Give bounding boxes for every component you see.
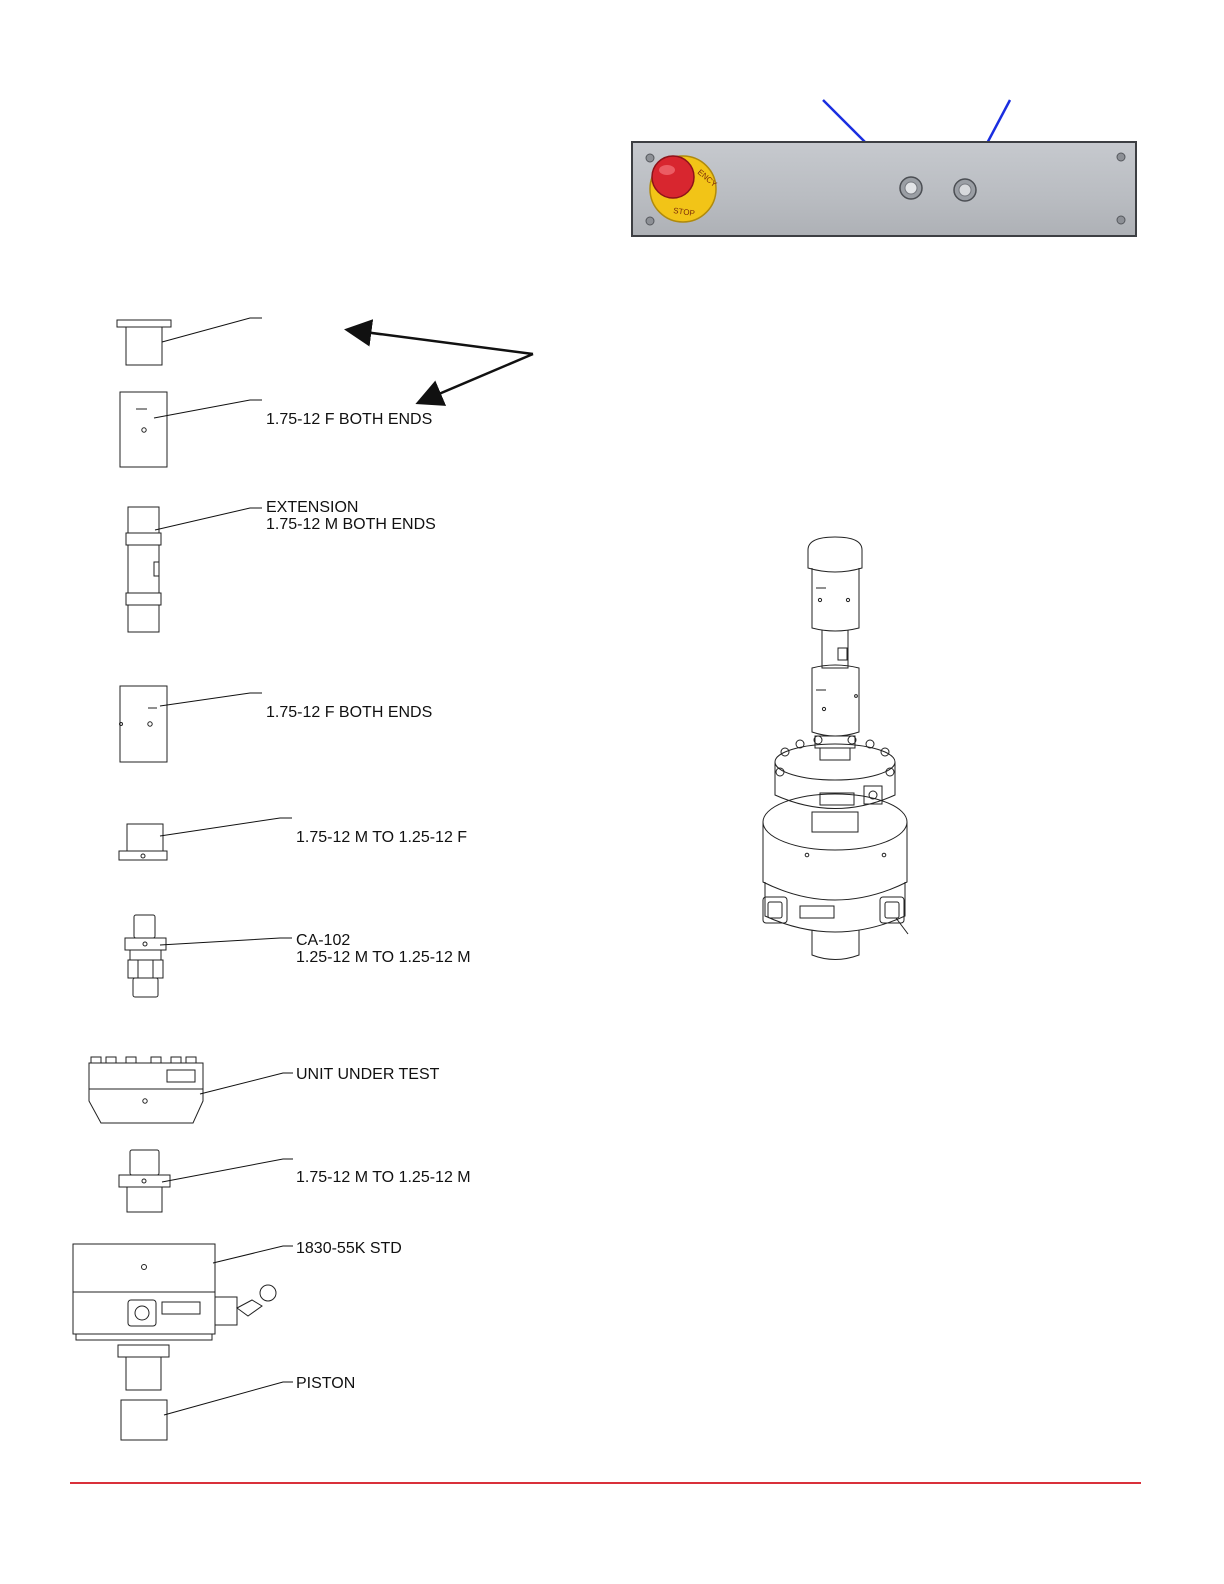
label-ca-102-spec: 1.25-12 M TO 1.25-12 M <box>296 949 471 966</box>
label-coupler-1: 1.75-12 F BOTH ENDS <box>266 411 433 428</box>
label-coupler-2: 1.75-12 F BOTH ENDS <box>266 704 433 721</box>
adapter-part-2 <box>119 1150 170 1212</box>
assembled-coupler-upper <box>812 568 859 631</box>
leader-line <box>164 1382 293 1415</box>
assembled-unit-under-test <box>775 736 895 809</box>
label-standard: 1830-55K STD <box>296 1240 402 1257</box>
assembled-standard-body <box>763 794 908 934</box>
leader-line <box>162 1159 293 1182</box>
label-extension-spec: 1.75-12 M BOTH ENDS <box>266 516 436 533</box>
label-unit-under-test: UNIT UNDER TEST <box>296 1066 440 1083</box>
assembled-neck <box>812 812 858 832</box>
estop-bottom-text: STOP <box>672 206 696 218</box>
label-adapter-2: 1.75-12 M TO 1.25-12 M <box>296 1169 471 1186</box>
leader-line <box>213 1246 293 1263</box>
label-extension-title: EXTENSION <box>266 499 359 516</box>
piston-part <box>121 1400 167 1440</box>
label-piston: PISTON <box>296 1375 356 1392</box>
label-adapter: 1.75-12 M TO 1.25-12 F <box>296 829 468 846</box>
assembled-piston <box>812 930 859 960</box>
leader-line <box>200 1073 293 1094</box>
assembled-coupler-lower <box>812 665 859 736</box>
assembled-extension <box>822 630 848 668</box>
unit-under-test-part <box>89 1057 203 1123</box>
footer-divider <box>70 1482 1141 1484</box>
label-ca-102: CA-102 <box>296 932 351 949</box>
assembled-adapter <box>815 736 855 760</box>
standard-1830-55k-part <box>73 1244 276 1390</box>
assembled-top-cap <box>808 537 862 572</box>
estop-top-text: ENCY <box>695 167 719 189</box>
